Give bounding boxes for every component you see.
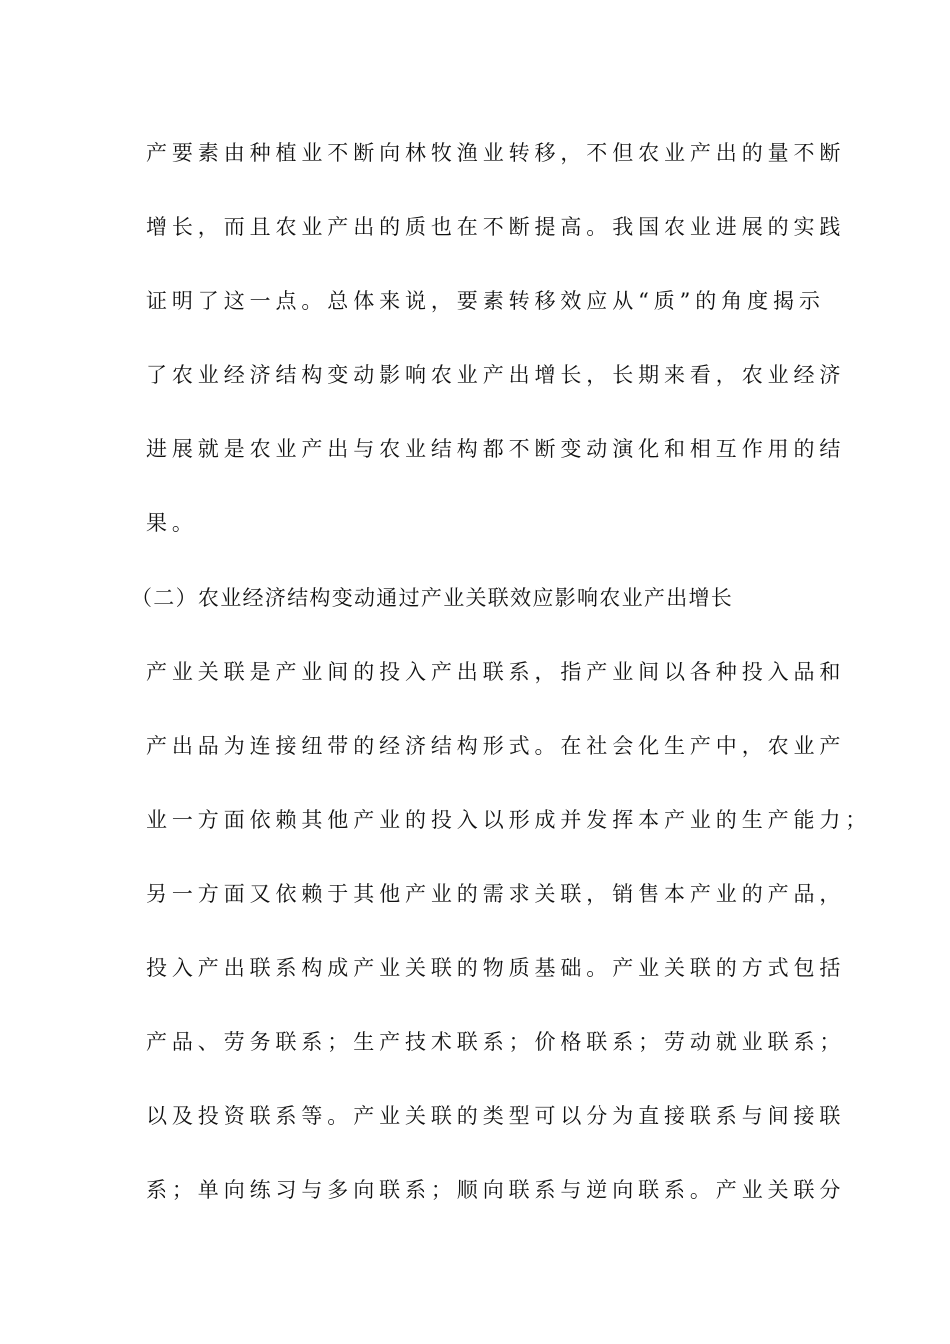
text-line: 产要素由种植业不断向林牧渔业转移，不但农业产出的量不断 <box>146 141 846 165</box>
text-line: 另一方面又依赖于其他产业的需求关联，销售本产业的产品， <box>146 882 846 906</box>
text-line: 投入产出联系构成产业关联的物质基础。产业关联的方式包括 <box>146 956 846 980</box>
text-line: 系；单向练习与多向联系；顺向联系与逆向联系。产业关联分 <box>146 1178 846 1202</box>
text-line: 业一方面依赖其他产业的投入以形成并发挥本产业的生产能力； <box>146 808 872 832</box>
text-line: 增长，而且农业产出的质也在不断提高。我国农业进展的实践 <box>146 215 846 239</box>
text-line: 产品、劳务联系；生产技术联系；价格联系；劳动就业联系； <box>146 1030 846 1054</box>
text-line: 果。 <box>146 511 198 535</box>
text-line: 产业关联是产业间的投入产出联系，指产业间以各种投入品和 <box>146 660 846 684</box>
text-line: 证明了这一点。总体来说，要素转移效应从“质”的角度揭示 <box>146 289 825 313</box>
text-line: 产出品为连接纽带的经济结构形式。在社会化生产中，农业产 <box>146 734 846 758</box>
text-line: 了农业经济结构变动影响农业产出增长，长期来看，农业经济 <box>146 363 846 387</box>
text-line: 以及投资联系等。产业关联的类型可以分为直接联系与间接联 <box>146 1104 846 1128</box>
section-heading: （二）农业经济结构变动通过产业关联效应影响农业产出增长 <box>131 586 734 610</box>
text-line: 进展就是农业产出与农业结构都不断变动演化和相互作用的结 <box>146 437 846 461</box>
